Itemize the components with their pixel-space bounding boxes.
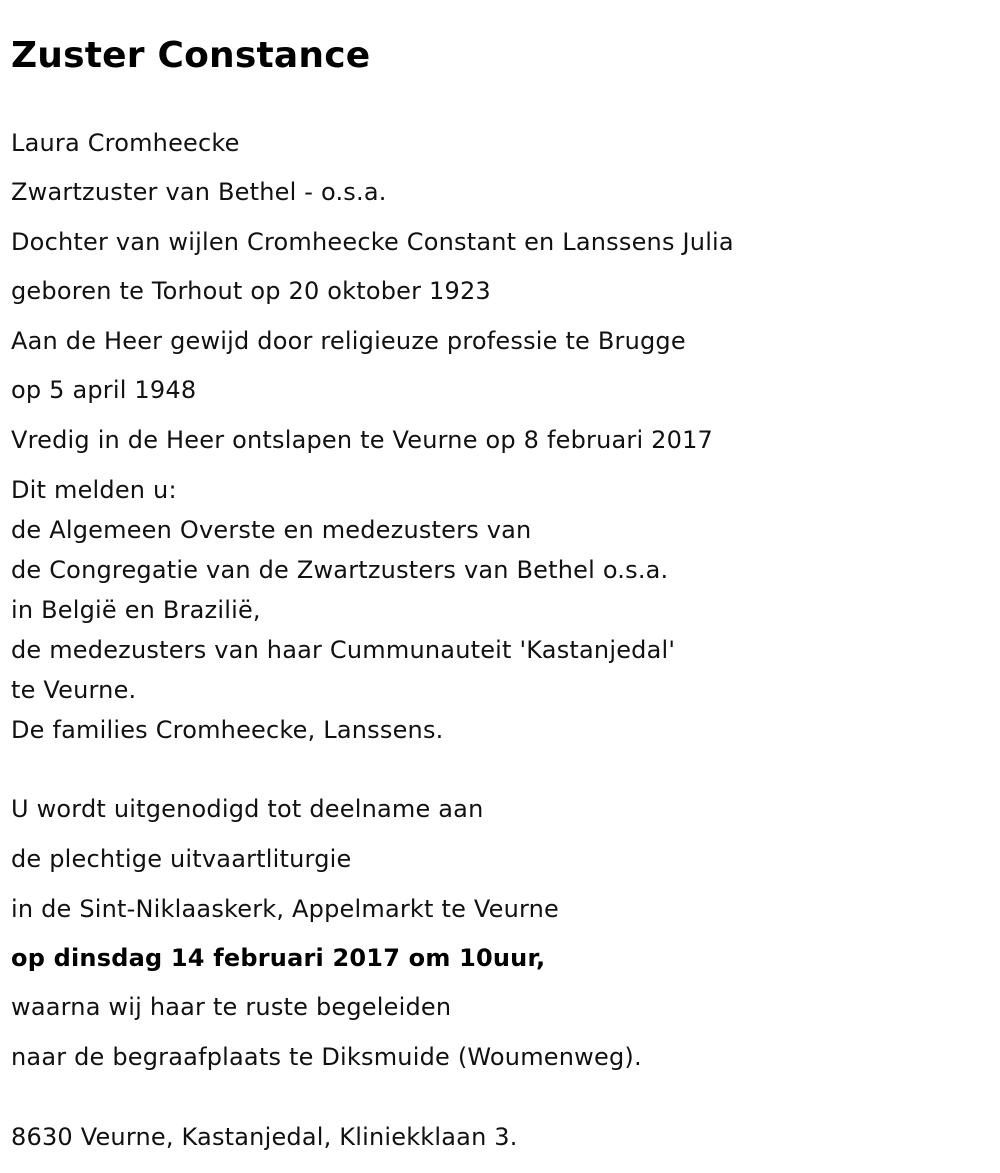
invitation-line: naar de begraafplaats te Diksmuide (Woumenweg).	[11, 1043, 642, 1071]
page-title: Zuster Constance	[11, 35, 371, 76]
intro-line-birth: geboren te Torhout op 20 oktober 1923	[11, 277, 491, 305]
announcers-line: de Algemeen Overste en medezusters van	[11, 516, 532, 544]
announcers-line: in België en Brazilië,	[11, 596, 261, 624]
intro-line-profession: Aan de Heer gewijd door religieuze professie te Brugge	[11, 327, 686, 355]
obituary-notice	[11, 0, 1000, 1173]
intro-line-parents: Dochter van wijlen Cromheecke Constant en Lanssens Julia	[11, 228, 734, 256]
announcers-line: de Congregatie van de Zwartzusters van Bethel o.s.a.	[11, 556, 669, 584]
intro-line-order: Zwartzuster van Bethel - o.s.a.	[11, 178, 387, 206]
invitation-line: U wordt uitgenodigd tot deelname aan	[11, 795, 484, 823]
address: 8630 Veurne, Kastanjedal, Kliniekklaan 3.	[11, 1123, 518, 1151]
invitation-line: de plechtige uitvaartliturgie	[11, 845, 352, 873]
announcers-line: De families Cromheecke, Lanssens.	[11, 716, 444, 744]
invitation-line: waarna wij haar te ruste begeleiden	[11, 993, 452, 1021]
intro-line-name: Laura Cromheecke	[11, 129, 240, 157]
invitation-line: in de Sint-Niklaaskerk, Appelmarkt te Veurne	[11, 895, 560, 923]
announcers-line: te Veurne.	[11, 676, 137, 704]
announcers-line: de medezusters van haar Cummunauteit 'Kastanjedal'	[11, 636, 676, 664]
announcers-line: Dit melden u:	[11, 476, 177, 504]
funeral-date: op dinsdag 14 februari 2017 om 10uur,	[11, 944, 546, 972]
intro-line-death: Vredig in de Heer ontslapen te Veurne op 8 februari 2017	[11, 426, 714, 454]
intro-line-profession-date: op 5 april 1948	[11, 376, 197, 404]
